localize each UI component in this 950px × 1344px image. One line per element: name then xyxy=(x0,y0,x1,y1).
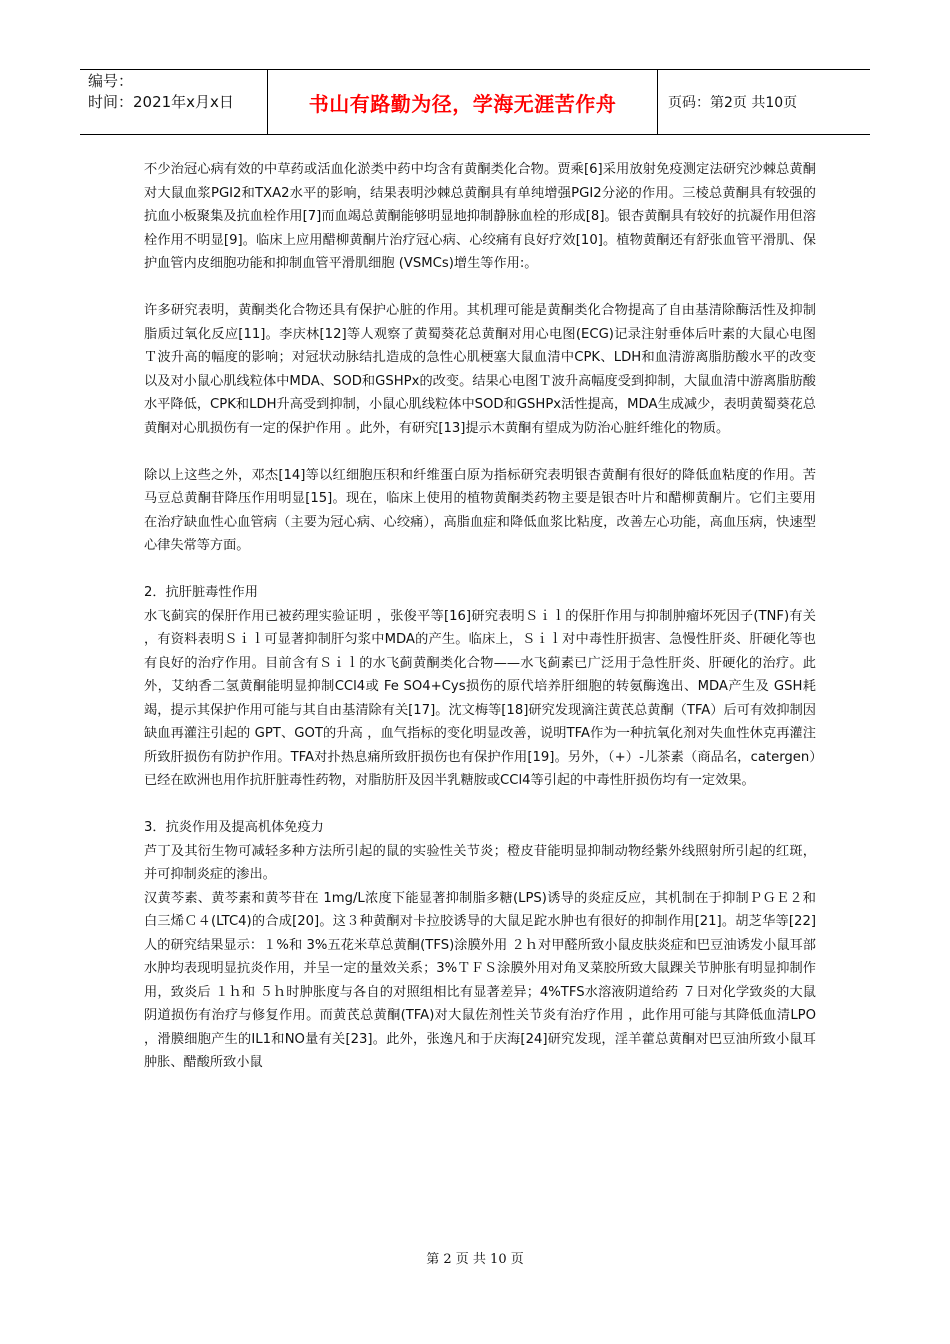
section-heading: 2．抗肝脏毒性作用 xyxy=(144,585,258,600)
body-paragraph: 芦丁及其衍生物可减轻多种方法所引起的鼠的实验性关节炎；橙皮苷能明显抑制动物经紫外线照射所引起的红斑，并可抑制炎症的渗出。 xyxy=(144,843,816,882)
section-heading: 3．抗炎作用及提高机体免疫力 xyxy=(144,820,324,835)
body-paragraph: 许多研究表明，黄酮类化合物还具有保护心脏的作用。其机理可能是黄酮类化合物提高了自由基清除酶活性及抑制脂质过氧化反应[11]。李庆林[12]等人观察了黄蜀葵花总黄酮对用心电图(ECG)记录注射垂体后叶素的大鼠心电图Ｔ波升高的幅度的影响；对冠状动脉结扎造成的急性心肌梗塞大鼠血清中CPK、LDH和血清游离脂肪酸水平的改变以及对小鼠心肌线粒体中MDA、SOD和GSHPx的改变。结果心电图Ｔ波升高幅度受到抑制，大鼠血清中游离脂肪酸水平降低，CPK和LDH升高受到抑制，小鼠心肌线粒体中SOD和GSHPx活性提高，MDA生成减少，表明黄蜀葵花总黄酮对心肌损伤有一定的保护作用 。此外，有研究[13]提示木黄酮有望成为防治心脏纤维化的物质。 xyxy=(144,303,816,436)
document-body xyxy=(144,158,816,1075)
header-meta-cell xyxy=(80,70,268,134)
header-page-label: 页码：第2页 共10页 xyxy=(668,95,798,111)
header-motto: 书山有路勤为径，学海无涯苦作舟 xyxy=(308,91,617,116)
document-number-label: 编号： xyxy=(88,72,134,90)
header-page-cell xyxy=(658,70,870,134)
header-motto-cell xyxy=(268,70,658,134)
page-footer: 第 2 页 共 10 页 xyxy=(426,1252,524,1267)
body-paragraph: 除以上这些之外，邓杰[14]等以红细胞压积和纤维蛋白原为指标研究表明银杏黄酮有很好的降低血粘度的作用。苦马豆总黄酮苷降压作用明显[15]。现在，临床上使用的植物黄酮类药物主要是银杏叶片和醋柳黄酮片。它们主要用在治疗缺血性心血管病（主要为冠心病、心绞痛），高脂血症和降低血浆比粘度，改善左心功能，高血压病，快速型心律失常等方面。 xyxy=(144,467,816,553)
body-paragraph: 不少治冠心病有效的中草药或活血化淤类中药中均含有黄酮类化合物。贾乘[6]采用放射免疫测定法研究沙棘总黄酮对大鼠血浆PGI2和TXA2水平的影响，结果表明沙棘总黄酮具有单纯增强PGI2分泌的作用。三棱总黄酮具有较强的抗血小板聚集及抗血栓作用[7]而血竭总黄酮能够明显地抑制静脉血栓的形成[8]。银杏黄酮具有较好的抗凝作用但溶栓作用不明显[9]。临床上应用醋柳黄酮片治疗冠心病、心绞痛有良好疗效[10]。植物黄酮还有舒张血管平滑肌、保护血管内皮细胞功能和抑制血管平滑肌细胞 (VSMCs)增生等作用:。 xyxy=(144,162,816,271)
body-paragraph: 汉黄芩素、黄芩素和黄芩苷在 1mg/L浓度下能显著抑制脂多糖(LPS)诱导的炎症反应，其机制在于抑制ＰＧＥ２和白三烯Ｃ４(LTC4)的合成[20]。这３种黄酮对卡拉胶诱导的大鼠足跎水肿也有很好的抑制作用[21]。胡芝华等[22]人的研究结果显示：１%和 3%五花米草总黄酮(TFS)涂膜外用 ２ｈ对甲醛所致小鼠皮肤炎症和巴豆油诱发小鼠耳部水肿均表现明显抗炎作用，并呈一定的量效关系；3%ＴＦＳ涂膜外用对角叉菜胶所致大鼠踝关节肿胀有明显抑制作用，致炎后 １ｈ和 ５ｈ时肿胀度与各自的对照组相比有显著差异；4%TFS水溶液阴道给药 ７日对化学致炎的大鼠阴道损伤有治疗与修复作用。而黄芪总黄酮(TFA)对大鼠佐剂性关节炎有治疗作用 ，此作用可能与其降低血清LPO ，滑膜细胞产生的IL1和NO量有关[23]。此外，张逸凡和于庆海[24]研究发现，淫羊藿总黄酮对巴豆油所致小鼠耳肿胀、醋酸所致小鼠 xyxy=(144,890,816,1070)
body-paragraph: 水飞蓟宾的保肝作用已被药理实验证明 ，张俊平等[16]研究表明Ｓｉｌ的保肝作用与抑制肿瘤坏死因子(TNF)有关 ，有资料表明Ｓｉｌ可显著抑制肝匀浆中MDA的产生。临床上，Ｓｉｌ对中毒性肝损害、急慢性肝炎、肝硬化等也有良好的治疗作用。目前含有Ｓｉｌ的水飞蓟黄酮类化合物——水飞蓟素已广泛用于急性肝炎、肝硬化的治疗。此外，艾纳香二氢黄酮能明显抑制CCl4或 Fe SO4+Cys损伤的原代培养肝细胞的转氨酶逸出、MDA产生及 GSH耗竭，提示其保护作用可能与其自由基清除有关[17]。沈文梅等[18]研究发现滴注黄芪总黄酮（TFA）后可有效抑制因缺血再灌注引起的 GPT、GOT的升高 ，血气指标的变化明显改善，说明TFA作为一种抗氧化剂对失血性休克再灌注所致肝损伤有防护作用。TFA对扑热息痛所致肝损伤也有保护作用[19]。另外，（+）-儿茶素（商品名，catergen）已经在欧洲也用作抗肝脏毒性药物，对脂肪肝及因半乳糖胺或CCl4等引起的中毒性肝损伤均有一定效果。 xyxy=(144,608,816,788)
page-header xyxy=(80,69,870,135)
document-time-label: 时间：2021年x月x日 xyxy=(88,93,234,111)
